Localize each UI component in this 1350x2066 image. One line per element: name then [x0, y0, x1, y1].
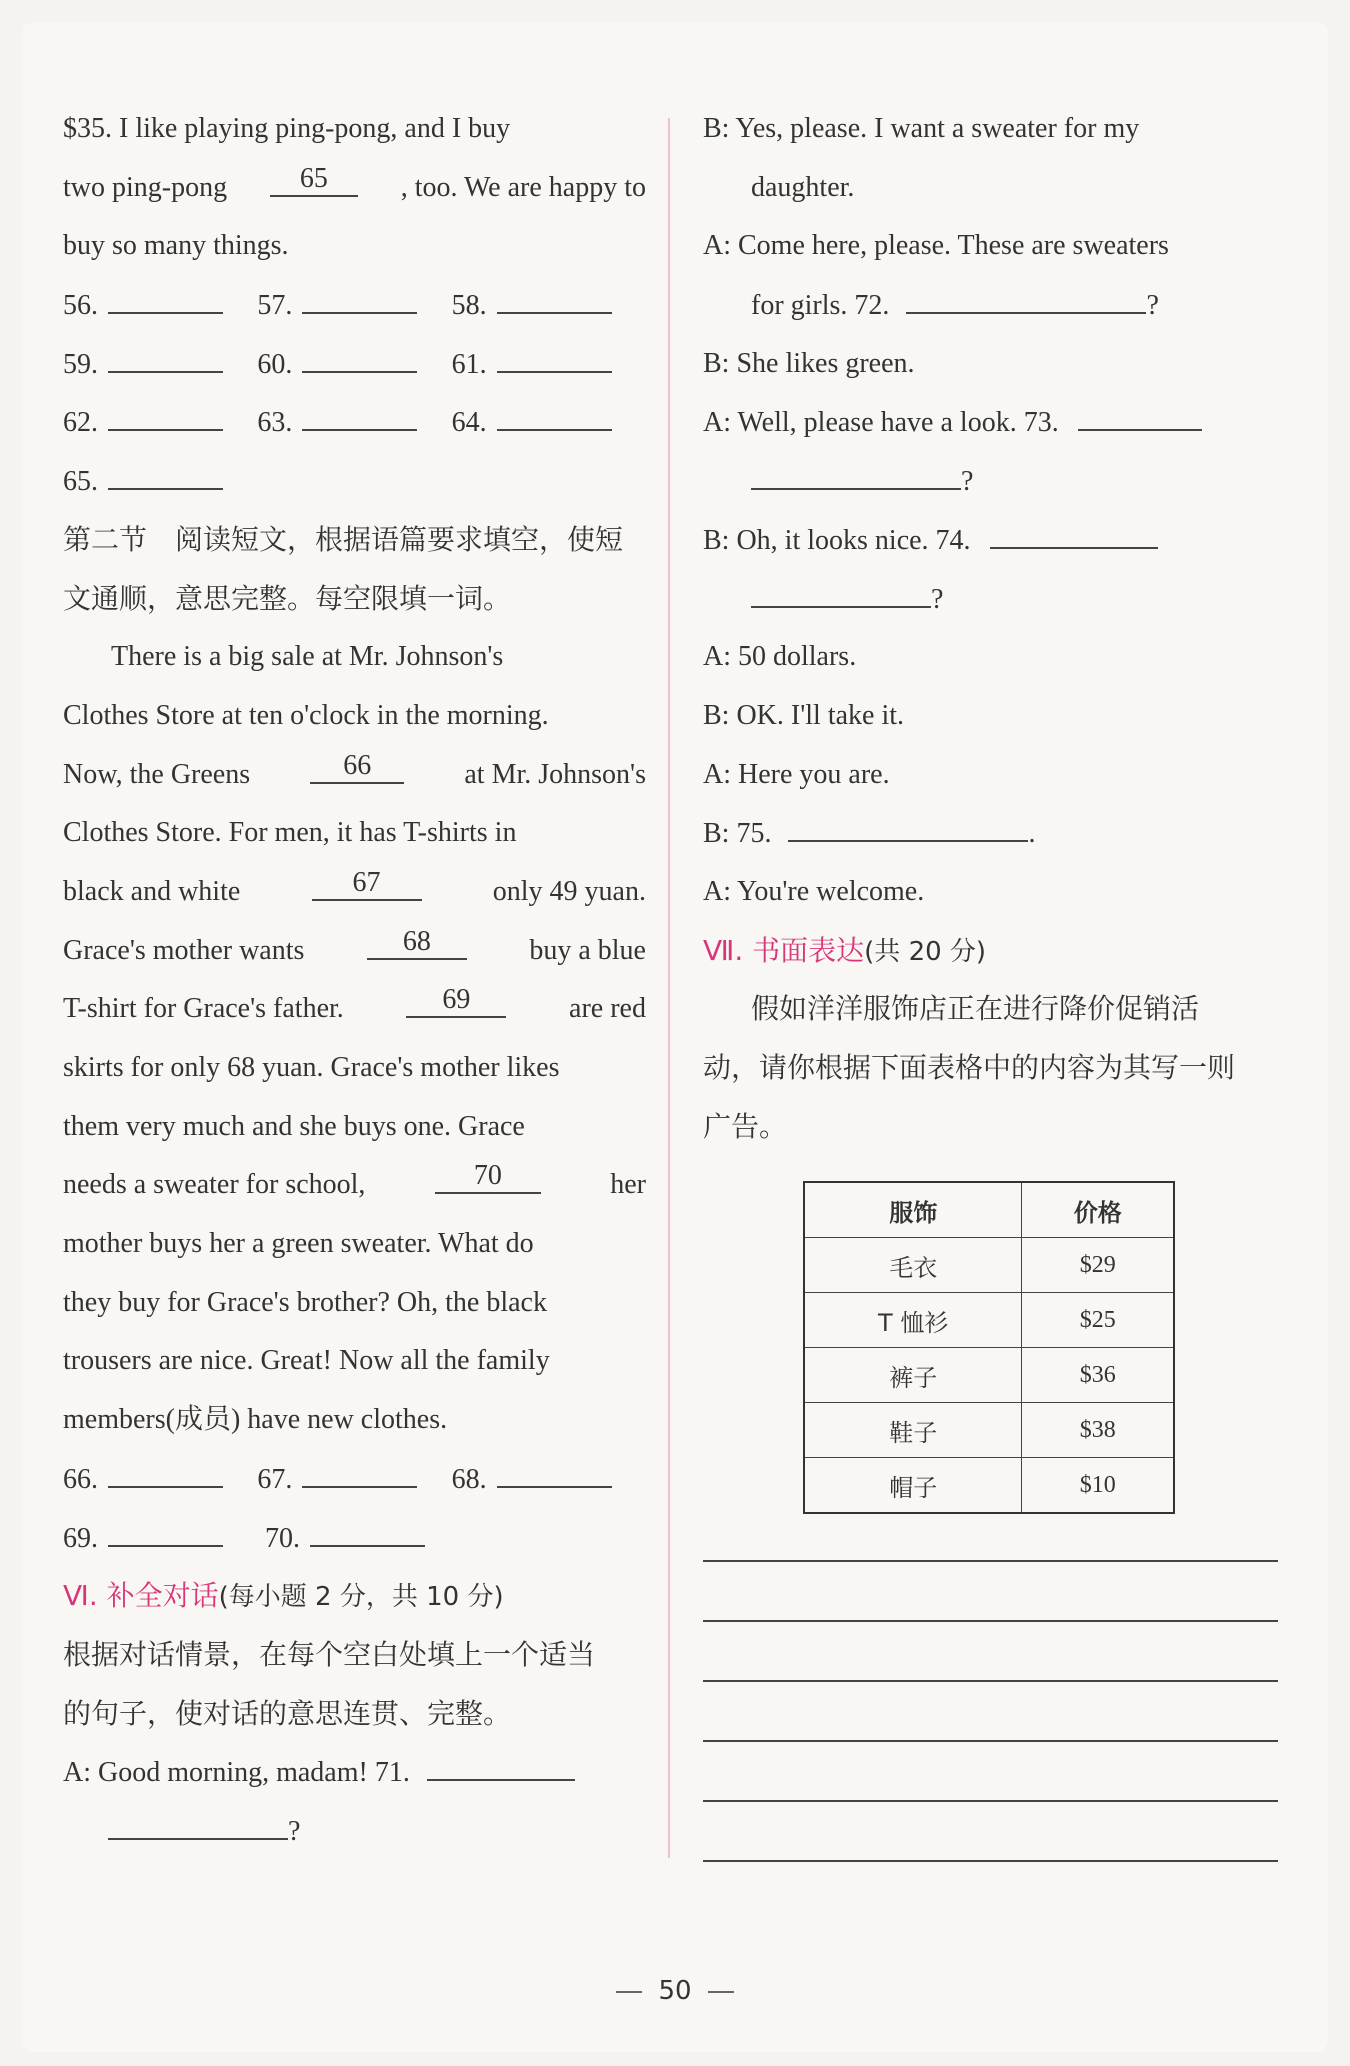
dialogue-74-cont	[703, 570, 1283, 629]
answer-blank[interactable]	[108, 1509, 223, 1547]
intro-line-3: buy so many things.	[63, 230, 289, 262]
answer-60: 60.	[257, 335, 451, 394]
writing-line[interactable]	[703, 1620, 1278, 1622]
intro-line-1: $35. I like playing ping-pong, and I buy	[63, 113, 511, 144]
question-mark: ?	[931, 583, 944, 615]
dialogue-text: A: Well, please have a look. 73.	[703, 407, 1059, 439]
price-table	[803, 1181, 1175, 1514]
section6-points: (每小题 2 分，共 10 分)	[218, 1582, 504, 1613]
passage-text: Grace's mother wants	[63, 934, 305, 966]
passage-text: buy a blue	[529, 934, 646, 966]
passage-line-9: them very much and she buys one. Grace	[63, 1110, 525, 1142]
answer-row-3	[63, 393, 646, 452]
blank-74b[interactable]	[751, 570, 931, 608]
answer-blank[interactable]	[310, 1509, 425, 1547]
table-row	[804, 1458, 1174, 1514]
header-price: 价格	[1022, 1182, 1174, 1238]
writing-line[interactable]	[703, 1740, 1278, 1742]
right-column	[703, 100, 1283, 1156]
answer-62: 62.	[63, 393, 257, 452]
period-mark: .	[1028, 818, 1036, 850]
section2-title-1: 第二节 阅读短文，根据语篇要求填空，使短	[63, 522, 624, 556]
passage-line-5	[63, 863, 646, 922]
dialogue-line-3: A: Come here, please. These are sweaters	[703, 230, 1169, 262]
table-row	[804, 1403, 1174, 1458]
section6-header	[63, 1567, 646, 1626]
answer-blank[interactable]	[497, 335, 612, 373]
footer-dash-right	[708, 1991, 734, 1993]
blank-71a[interactable]	[427, 1743, 575, 1781]
price-cell: $38	[1022, 1403, 1174, 1458]
dialogue-71-cont	[63, 1802, 646, 1861]
item-cell: 裤子	[804, 1348, 1022, 1403]
passage-line-8: skirts for only 68 yuan. Grace's mother likes	[63, 1052, 560, 1083]
passage-text: T-shirt for Grace's father.	[63, 993, 344, 1025]
passage-line-13: trousers are nice. Great! Now all the family	[63, 1345, 550, 1377]
answer-blank[interactable]	[497, 276, 612, 314]
blank-72[interactable]	[906, 276, 1146, 314]
answer-blank[interactable]	[108, 335, 223, 373]
writing-line[interactable]	[703, 1560, 1278, 1562]
answer-row-2	[63, 335, 646, 394]
answer-63: 63.	[257, 393, 451, 452]
dialogue-73-cont	[703, 452, 1283, 511]
header-item: 服饰	[804, 1182, 1022, 1238]
section7-text-1: 假如洋洋服饰店正在进行降价促销活	[751, 992, 1200, 1026]
answer-66: 66.	[63, 1450, 257, 1509]
dialogue-text: A: Good morning, madam! 71.	[63, 1757, 410, 1789]
dialogue-75	[703, 804, 1283, 863]
dialogue-line-10: A: Here you are.	[703, 758, 890, 790]
blank-68[interactable]: 68	[367, 922, 467, 960]
price-cell: $29	[1022, 1238, 1174, 1293]
answer-row-5	[63, 1450, 646, 1509]
answer-57: 57.	[257, 276, 451, 335]
column-divider	[668, 118, 670, 1858]
answer-blank[interactable]	[108, 1450, 223, 1488]
answer-56: 56.	[63, 276, 257, 335]
answer-65: 65.	[63, 452, 265, 511]
answer-blank[interactable]	[497, 1450, 612, 1488]
blank-65[interactable]: 65	[270, 159, 358, 197]
blank-67[interactable]: 67	[312, 863, 422, 901]
price-table-wrap	[803, 1181, 1175, 1514]
section2-title-2: 文通顺，意思完整。每空限填一词。	[63, 581, 512, 615]
dialogue-line-9: B: OK. I'll take it.	[703, 699, 905, 731]
passage-line-14: members(成员) have new clothes.	[63, 1404, 448, 1436]
passage-line-10	[63, 1156, 646, 1215]
answer-68: 68.	[452, 1450, 646, 1509]
passage-line-11: mother buys her a green sweater. What do	[63, 1228, 534, 1260]
dialogue-line-2: daughter.	[751, 171, 855, 203]
passage-line-6	[63, 922, 646, 981]
blank-73a[interactable]	[1078, 393, 1202, 431]
answer-blank[interactable]	[302, 393, 417, 431]
passage-text: black and white	[63, 875, 241, 907]
blank-75[interactable]	[788, 804, 1028, 842]
answer-70: 70.	[265, 1509, 467, 1568]
answer-blank[interactable]	[108, 276, 223, 314]
passage-line-2: Clothes Store at ten o'clock in the morning.	[63, 699, 549, 731]
dialogue-line-8: A: 50 dollars.	[703, 641, 857, 673]
table-header-row	[804, 1182, 1174, 1238]
passage-text: her	[610, 1169, 646, 1201]
section7-heading: Ⅶ. 书面表达	[703, 933, 865, 967]
blank-71b[interactable]	[108, 1802, 288, 1840]
item-cell: T 恤衫	[804, 1293, 1022, 1348]
answer-58: 58.	[452, 276, 646, 335]
passage-line-12: they buy for Grace's brother? Oh, the black	[63, 1286, 547, 1318]
passage-text: only 49 yuan.	[492, 875, 646, 907]
dialogue-text: for girls. 72.	[751, 290, 890, 322]
question-mark: ?	[1146, 290, 1159, 322]
blank-73b[interactable]	[751, 452, 961, 490]
passage-line-1: There is a big sale at Mr. Johnson's	[111, 641, 504, 673]
answer-blank[interactable]	[108, 452, 223, 490]
writing-line[interactable]	[703, 1680, 1278, 1682]
question-mark: ?	[961, 466, 974, 498]
answer-64: 64.	[452, 393, 646, 452]
answer-blank[interactable]	[108, 393, 223, 431]
passage-line-4: Clothes Store. For men, it has T-shirts in	[63, 817, 517, 849]
footer-dash-left	[616, 1991, 642, 1993]
blank-74a[interactable]	[990, 511, 1158, 549]
section7-text-3: 广告。	[703, 1109, 788, 1143]
section7-header	[703, 922, 1283, 981]
section6-heading: Ⅵ. 补全对话	[63, 1579, 219, 1613]
passage-text: are red	[569, 993, 646, 1025]
intro-text-b: , too. We are happy to	[400, 171, 646, 203]
dialogue-74	[703, 511, 1283, 570]
dialogue-73	[703, 393, 1283, 452]
blank-70[interactable]: 70	[435, 1156, 541, 1194]
dialogue-line-5: B: She likes green.	[703, 347, 915, 379]
writing-line[interactable]	[703, 1860, 1278, 1862]
passage-text: Now, the Greens	[63, 758, 251, 790]
dialogue-71	[63, 1743, 646, 1802]
item-cell: 鞋子	[804, 1403, 1022, 1458]
intro-text-a: two ping-pong	[63, 171, 228, 203]
table-row	[804, 1348, 1174, 1403]
answer-blank[interactable]	[497, 393, 612, 431]
section7-points: (共 20 分)	[864, 936, 987, 967]
passage-line-3	[63, 746, 646, 805]
dialogue-line-1: B: Yes, please. I want a sweater for my	[703, 113, 1140, 144]
dialogue-72	[703, 276, 1283, 335]
page-number: 50	[658, 1976, 692, 2006]
blank-69[interactable]: 69	[406, 980, 506, 1018]
question-mark: ?	[288, 1815, 301, 1847]
answer-row-6	[63, 1509, 646, 1568]
section6-instr-1: 根据对话情景，在每个空白处填上一个适当	[63, 1637, 596, 1671]
table-row	[804, 1238, 1174, 1293]
section7-text-2: 动，请你根据下面表格中的内容为其写一则	[703, 1051, 1236, 1084]
blank-66[interactable]: 66	[310, 746, 404, 784]
answer-67: 67.	[257, 1450, 451, 1509]
answer-blank[interactable]	[302, 276, 417, 314]
price-cell: $36	[1022, 1348, 1174, 1403]
page-footer	[0, 1976, 1350, 2006]
answer-row-4	[63, 452, 646, 511]
intro-line-2	[63, 159, 646, 218]
answer-69: 69.	[63, 1509, 265, 1568]
answer-59: 59.	[63, 335, 257, 394]
item-cell: 毛衣	[804, 1238, 1022, 1293]
section6-instr-2: 的句子，使对话的意思连贯、完整。	[63, 1696, 512, 1730]
answer-blank[interactable]	[302, 1450, 417, 1488]
passage-text: at Mr. Johnson's	[464, 758, 646, 790]
dialogue-text: B: 75.	[703, 818, 772, 850]
dialogue-line-12: A: You're welcome.	[703, 875, 925, 907]
passage-line-7	[63, 980, 646, 1039]
answer-blank[interactable]	[302, 335, 417, 373]
writing-line[interactable]	[703, 1800, 1278, 1802]
answer-61: 61.	[452, 335, 646, 394]
price-cell: $25	[1022, 1293, 1174, 1348]
answer-row-1	[63, 276, 646, 335]
dialogue-text: B: Oh, it looks nice. 74.	[703, 524, 971, 556]
table-row	[804, 1293, 1174, 1348]
item-cell: 帽子	[804, 1458, 1022, 1514]
price-cell: $10	[1022, 1458, 1174, 1514]
left-column	[63, 100, 646, 1861]
passage-text: needs a sweater for school,	[63, 1169, 366, 1201]
